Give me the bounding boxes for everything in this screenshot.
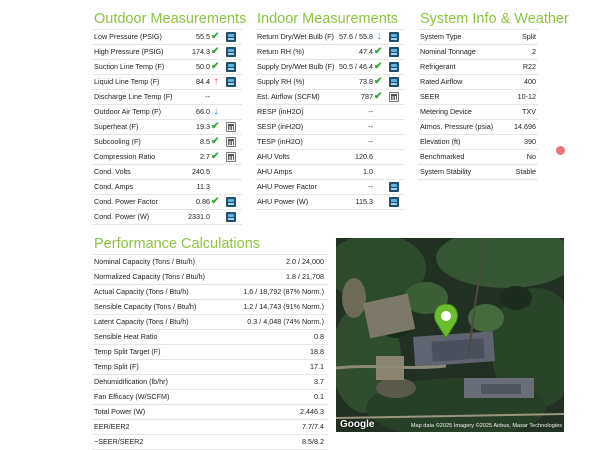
system-row <box>418 30 538 45</box>
performance-row-value: 7.7/7.4 <box>302 422 324 431</box>
performance-row-value: 17.1 <box>310 362 324 371</box>
system-row-label: Rated Airflow <box>420 77 463 86</box>
outdoor-row-label: Liquid Line Temp (F) <box>94 77 160 86</box>
outdoor-row-value: -- <box>205 92 210 101</box>
indoor-row-value: 787 <box>361 92 373 101</box>
performance-row-label: Temp Split (F) <box>94 362 139 371</box>
satellite-map[interactable] <box>336 238 564 432</box>
outdoor-row <box>92 60 242 75</box>
indoor-row-label: AHU Power (W) <box>257 197 309 206</box>
indoor-row-label: TESP (inH2O) <box>257 137 303 146</box>
system-row <box>418 150 538 165</box>
indoor-section-title: Indoor Measurements <box>257 11 399 27</box>
indoor-row <box>255 60 405 75</box>
outdoor-row <box>92 210 242 225</box>
performance-row-value: 18.8 <box>310 347 324 356</box>
system-row-label: Benchmarked <box>420 152 465 161</box>
performance-row-value: 2.0 / 24,000 <box>286 257 324 266</box>
outdoor-measurements-table <box>92 29 242 225</box>
indoor-row <box>255 165 405 180</box>
gauge-icon[interactable] <box>226 62 236 72</box>
gauge-icon[interactable] <box>226 197 236 207</box>
performance-row-label: Fan Efficacy (W/SCFM) <box>94 392 170 401</box>
indoor-row <box>255 45 405 60</box>
check-icon: ✔ <box>211 61 220 72</box>
performance-row-value: 1.2 / 14,743 (91% Norm.) <box>243 302 324 311</box>
performance-row <box>92 255 328 270</box>
indoor-row-label: Supply Dry/Wet Bulb (F) <box>257 62 335 71</box>
satellite-imagery <box>336 238 564 432</box>
system-row <box>418 90 538 105</box>
indoor-row-value: -- <box>368 137 373 146</box>
performance-row-value: 2,446.3 <box>300 407 324 416</box>
performance-row-value: 0.3 / 4,048 (74% Norm.) <box>247 317 324 326</box>
indoor-row <box>255 90 405 105</box>
outdoor-row-label: Cond. Amps <box>94 182 134 191</box>
indoor-row-value: 115.3 <box>355 197 373 206</box>
system-row-value: Split <box>522 32 536 41</box>
system-row-value: 2 <box>532 47 536 56</box>
indoor-row-label: RESP (inH2O) <box>257 107 304 116</box>
outdoor-row <box>92 120 242 135</box>
outdoor-row-label: Discharge Line Temp (F) <box>94 92 173 101</box>
indoor-row-value: 50.5 / 46.4 <box>339 62 373 71</box>
check-icon: ✔ <box>211 46 220 57</box>
system-section-title: System Info & Weather <box>420 11 569 27</box>
calculator-icon[interactable] <box>226 152 236 162</box>
outdoor-row-label: Subcooling (F) <box>94 137 141 146</box>
outdoor-row-label: Cond. Power Factor <box>94 197 158 206</box>
outdoor-row <box>92 150 242 165</box>
indoor-row-value: 57.6 / 55.8 <box>339 32 373 41</box>
performance-row-label: Total Power (W) <box>94 407 146 416</box>
outdoor-row-label: Suction Line Temp (F) <box>94 62 165 71</box>
system-row-label: Nominal Tonnage <box>420 47 476 56</box>
system-info-table <box>418 29 538 180</box>
performance-row <box>92 315 328 330</box>
outdoor-row <box>92 105 242 120</box>
performance-row-value: 1.6 / 18,792 (87% Norm.) <box>243 287 324 296</box>
system-row <box>418 105 538 120</box>
outdoor-row-label: Outdoor Air Temp (F) <box>94 107 161 116</box>
outdoor-row-label: Compression Ratio <box>94 152 156 161</box>
system-row-label: System Stability <box>420 167 472 176</box>
performance-row-label: Sensible Capacity (Tons / Btu/h) <box>94 302 197 311</box>
system-row-label: Atmos. Pressure (psia) <box>420 122 494 131</box>
performance-row-label: Temp Split Target (F) <box>94 347 161 356</box>
outdoor-row-value: 55.5 <box>196 32 210 41</box>
performance-row-value: 0.8 <box>314 332 324 341</box>
performance-row-value: 8.5/8.2 <box>302 437 324 446</box>
gauge-icon[interactable] <box>389 62 399 72</box>
system-row-value: 400 <box>524 77 536 86</box>
outdoor-row-label: Low Pressure (PSIG) <box>94 32 162 41</box>
outdoor-row-value: 0.86 <box>196 197 210 206</box>
indoor-row-value: -- <box>368 122 373 131</box>
google-logo: Google <box>340 419 375 430</box>
benchmarked-status-dot <box>556 146 565 155</box>
outdoor-row-value: 2.7 <box>200 152 210 161</box>
gauge-icon[interactable] <box>389 77 399 87</box>
outdoor-row-value: 8.5 <box>200 137 210 146</box>
indoor-row-value: -- <box>368 182 373 191</box>
indoor-row-value: 73.8 <box>359 77 373 86</box>
outdoor-row <box>92 90 242 105</box>
outdoor-row-value: 66.0 <box>196 107 210 116</box>
outdoor-row-value: 19.3 <box>196 122 210 131</box>
indoor-row-label: Est. Airflow (SCFM) <box>257 92 320 101</box>
indoor-row-label: Return RH (%) <box>257 47 305 56</box>
system-row-value: Stable <box>515 167 536 176</box>
system-row <box>418 135 538 150</box>
outdoor-section-title: Outdoor Measurements <box>94 11 247 27</box>
gauge-icon[interactable] <box>389 32 399 42</box>
performance-row <box>92 405 328 420</box>
performance-row <box>92 390 328 405</box>
system-row <box>418 60 538 75</box>
outdoor-row-value: 50.0 <box>196 62 210 71</box>
check-icon: ✔ <box>211 31 220 42</box>
calculator-icon[interactable] <box>389 92 399 102</box>
outdoor-row-value: 240.5 <box>192 167 210 176</box>
indoor-row <box>255 75 405 90</box>
performance-row-value: 1.8 / 21,708 <box>286 272 324 281</box>
outdoor-row <box>92 75 242 90</box>
system-row <box>418 75 538 90</box>
performance-row-value: 3.7 <box>314 377 324 386</box>
indoor-row <box>255 120 405 135</box>
check-icon: ✔ <box>374 61 383 72</box>
outdoor-row <box>92 195 242 210</box>
gauge-icon[interactable] <box>226 47 236 57</box>
system-row-value: No <box>526 152 536 161</box>
gauge-icon[interactable] <box>389 47 399 57</box>
performance-row <box>92 330 328 345</box>
gauge-icon[interactable] <box>389 197 399 207</box>
indoor-row-label: Return Dry/Wet Bulb (F) <box>257 32 334 41</box>
map-credit: Map data ©2025 Imagery ©2025 Airbus, Maxar Technologies <box>410 423 562 429</box>
gauge-icon[interactable] <box>226 212 236 222</box>
indoor-row-value: 47.4 <box>359 47 373 56</box>
indoor-row-value: -- <box>368 107 373 116</box>
check-icon: ✔ <box>211 196 220 207</box>
outdoor-row-value: 2331.0 <box>188 212 210 221</box>
indoor-row-label: Supply RH (%) <box>257 77 305 86</box>
outdoor-row <box>92 180 242 195</box>
system-row-label: System Type <box>420 32 462 41</box>
system-row-value: 14.696 <box>514 122 536 131</box>
indoor-row-label: SESP (inH2O) <box>257 122 304 131</box>
performance-row <box>92 300 328 315</box>
system-row-value: 390 <box>524 137 536 146</box>
outdoor-row-label: Superheat (F) <box>94 122 139 131</box>
outdoor-row-value: 84.4 <box>196 77 210 86</box>
calculator-icon[interactable] <box>226 122 236 132</box>
performance-row <box>92 345 328 360</box>
check-icon: ✔ <box>374 46 383 57</box>
performance-row <box>92 435 328 450</box>
outdoor-row-value: 11.3 <box>196 182 210 191</box>
gauge-icon[interactable] <box>226 32 236 42</box>
indoor-row <box>255 105 405 120</box>
indoor-row <box>255 195 405 210</box>
indoor-row-label: AHU Volts <box>257 152 290 161</box>
arrow-up-icon: ↑ <box>213 76 219 87</box>
performance-row-label: Actual Capacity (Tons / Btu/h) <box>94 287 189 296</box>
outdoor-row-label: Cond. Volts <box>94 167 131 176</box>
performance-row-label: Nominal Capacity (Tons / Btu/h) <box>94 257 196 266</box>
check-icon: ✔ <box>374 76 383 87</box>
indoor-row <box>255 180 405 195</box>
performance-row <box>92 270 328 285</box>
check-icon: ✔ <box>211 151 220 162</box>
system-row-label: Elevation (ft) <box>420 137 461 146</box>
outdoor-row-label: High Pressure (PSIG) <box>94 47 164 56</box>
system-row-label: Refrigerant <box>420 62 456 71</box>
performance-row <box>92 420 328 435</box>
outdoor-row-value: 174.3 <box>192 47 210 56</box>
system-row-value: R22 <box>522 62 536 71</box>
performance-calculations-table <box>92 254 328 450</box>
indoor-row-value: 120.6 <box>355 152 373 161</box>
system-row <box>418 165 538 180</box>
performance-section-title: Performance Calculations <box>94 236 261 252</box>
system-row <box>418 120 538 135</box>
check-icon: ✔ <box>374 91 383 102</box>
indoor-row <box>255 135 405 150</box>
performance-row-value: 0.1 <box>314 392 324 401</box>
gauge-icon[interactable] <box>226 77 236 87</box>
gauge-icon[interactable] <box>389 182 399 192</box>
performance-row-label: Dehumidification (lb/hr) <box>94 377 168 386</box>
performance-row-label: Latent Capacity (Tons / Btu/h) <box>94 317 189 326</box>
indoor-row <box>255 150 405 165</box>
arrow-down-icon: ↓ <box>213 106 219 117</box>
indoor-row <box>255 30 405 45</box>
outdoor-row <box>92 165 242 180</box>
outdoor-row-label: Cond. Power (W) <box>94 212 150 221</box>
calculator-icon[interactable] <box>226 137 236 147</box>
check-icon: ✔ <box>211 136 220 147</box>
performance-row <box>92 360 328 375</box>
arrow-down-icon: ↓ <box>376 31 382 42</box>
indoor-row-label: AHU Power Factor <box>257 182 317 191</box>
indoor-measurements-table <box>255 29 405 210</box>
system-row <box>418 45 538 60</box>
outdoor-row <box>92 30 242 45</box>
performance-row <box>92 285 328 300</box>
system-row-label: SEER <box>420 92 440 101</box>
outdoor-row <box>92 135 242 150</box>
check-icon: ✔ <box>211 121 220 132</box>
system-row-value: 10-12 <box>517 92 536 101</box>
outdoor-row <box>92 45 242 60</box>
performance-row-label: Sensible Heat Ratio <box>94 332 158 341</box>
indoor-row-label: AHU Amps <box>257 167 293 176</box>
performance-row <box>92 375 328 390</box>
performance-row-label: Normalized Capacity (Tons / Btu/h) <box>94 272 206 281</box>
performance-row-label: EER/EER2 <box>94 422 130 431</box>
performance-row-label: ~SEER/SEER2 <box>94 437 144 446</box>
system-row-value: TXV <box>522 107 536 116</box>
system-row-label: Metering Device <box>420 107 472 116</box>
indoor-row-value: 1.0 <box>363 167 373 176</box>
